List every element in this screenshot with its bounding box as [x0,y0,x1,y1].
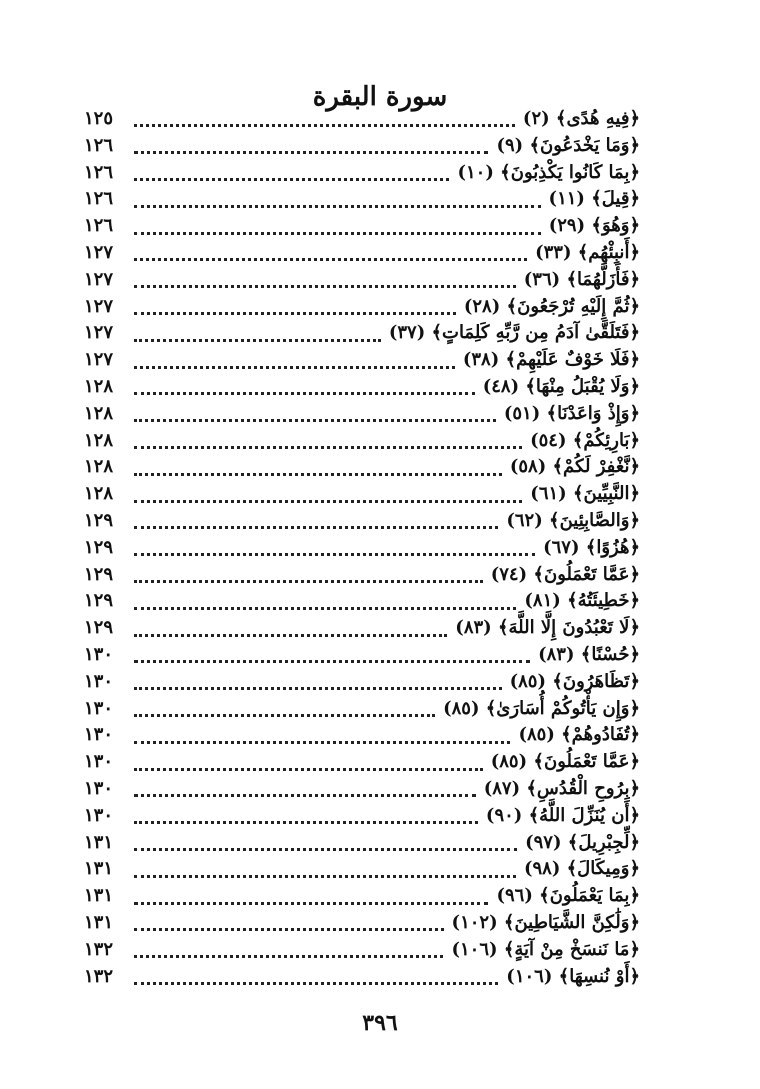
index-row [84,749,640,776]
index-entry [538,642,640,669]
index-row [84,294,640,321]
index-entry [524,856,640,883]
quote-close-icon: ﴾ [572,429,584,451]
index-entry [389,320,640,347]
entry-phrase: هُزُوًا [596,536,630,558]
quote-close-icon: ﴾ [566,858,578,880]
quote-close-icon: ﴾ [585,536,597,558]
index-entry [506,964,640,991]
index-row [84,830,640,857]
quote-close-icon: ﴾ [549,509,560,531]
index-row [84,937,640,964]
dot-leader [134,927,444,931]
dot-leader [134,338,381,342]
dot-leader [134,204,541,208]
entry-phrase: بِرُوحِ الْقُدُسِ [536,777,630,799]
quote-open-icon: ﴿ [629,108,640,129]
index-entry [525,830,640,857]
index-row [84,374,640,401]
entry-verse-number: (٣٦) [523,268,561,290]
quote-open-icon: ﴿ [629,590,640,612]
index-entry [464,294,640,321]
quote-close-icon: ﴾ [555,108,567,129]
entry-page-ref: ١٢٩ [84,590,114,612]
quote-open-icon: ﴿ [629,777,640,799]
dot-leader [134,472,502,476]
dot-leader [134,954,443,958]
entry-verse-number: (٩) [496,134,524,156]
entry-page-ref: ١٣٠ [84,697,114,719]
index-row [84,454,640,481]
quote-close-icon: ﴾ [503,911,515,933]
dot-leader [134,231,541,235]
quote-open-icon: ﴿ [629,295,640,317]
dot-leader [134,499,522,503]
quote-open-icon: ﴿ [629,536,640,558]
index-entry [510,669,640,696]
dot-leader [134,284,516,288]
index-entry [543,535,640,562]
entry-page-ref: ١٢٩ [84,509,114,531]
dot-leader [134,606,516,610]
entry-verse-number: (١٠٦) [506,965,553,987]
entry-page-ref: ١٣٠ [84,643,114,665]
index-row [84,267,640,294]
index-entry [484,776,640,803]
index-row [84,615,640,642]
quote-open-icon: ﴿ [629,858,640,880]
dot-leader [134,820,478,824]
entry-page-ref: ١٢٦ [84,134,114,156]
index-entry [491,562,640,589]
index-row [84,347,640,374]
entry-page-ref: ١٢٨ [84,456,114,478]
index-entry [549,186,640,213]
dot-leader [134,177,449,181]
entry-page-ref: ١٣٠ [84,777,114,799]
quote-open-icon: ﴿ [629,831,640,853]
entry-page-ref: ١٣٠ [84,804,114,826]
index-entry [530,428,640,455]
index-row [84,722,640,749]
index-row [84,562,640,589]
index-list [84,106,640,990]
index-row [84,535,640,562]
entry-page-ref: ١٣١ [84,911,114,933]
quote-close-icon: ﴾ [431,322,443,344]
entry-page-ref: ١٣٢ [84,965,114,987]
quote-open-icon: ﴿ [629,375,640,397]
index-entry [496,883,640,910]
page-title: سورة البقرة [312,82,448,112]
entry-phrase: أَوْ نُنسِهَا [569,965,630,987]
quote-open-icon: ﴿ [629,617,640,639]
quote-close-icon: ﴾ [503,938,515,960]
index-row [84,160,640,187]
entry-verse-number: (٨٥) [490,751,528,773]
quote-open-icon: ﴿ [629,911,640,933]
entry-phrase: وَالصَّابِئِينَ [559,509,630,531]
entry-page-ref: ١٢٨ [84,429,114,451]
index-entry [523,106,640,133]
quote-close-icon: ﴾ [505,349,517,371]
index-row [84,106,640,133]
quote-open-icon: ﴿ [629,670,640,692]
quote-open-icon: ﴿ [629,885,640,907]
entry-page-ref: ١٢٥ [84,108,114,129]
entry-verse-number: (٦١) [530,483,567,505]
entry-verse-number: (٩٨) [523,858,561,880]
entry-phrase: قِيلَ [601,188,630,210]
index-entry [530,481,640,508]
quote-close-icon: ﴾ [567,831,579,853]
entry-verse-number: (٨٥) [443,697,480,719]
quote-close-icon: ﴾ [591,215,602,237]
index-row [84,240,640,267]
entry-phrase: عَمَّا تَعْمَلُونَ [543,563,630,585]
quote-close-icon: ﴾ [533,751,544,773]
entry-page-ref: ١٢٩ [84,617,114,639]
index-row [84,186,640,213]
index-row [84,696,640,723]
entry-phrase: وَإِن يَأْتُوكُمْ أُسَارَىٰ [496,697,630,719]
dot-leader [134,552,535,556]
entry-phrase: وَهُوَ [601,215,630,237]
quote-open-icon: ﴿ [629,724,640,746]
dot-leader [134,391,475,395]
entry-phrase: وَلَا يُقْبَلُ مِنْهَا [535,375,630,397]
quote-open-icon: ﴿ [629,349,640,371]
index-row [84,213,640,240]
quote-close-icon: ﴾ [567,590,578,612]
quote-close-icon: ﴾ [485,697,497,719]
dot-leader [134,633,447,637]
entry-verse-number: (٩٦) [496,885,533,907]
entry-phrase: عَمَّا تَعْمَلُونَ [543,751,630,773]
index-row [84,133,640,160]
quote-close-icon: ﴾ [591,188,602,210]
index-row [84,964,640,991]
dot-leader [134,767,483,771]
index-row [84,588,640,615]
entry-verse-number: (٨٥) [509,670,547,692]
quote-open-icon: ﴿ [629,751,640,773]
quote-close-icon: ﴾ [561,724,572,746]
entry-verse-number: (٢) [522,108,550,129]
index-entry [518,722,640,749]
index-entry [506,508,640,535]
entry-page-ref: ١٢٧ [84,322,114,344]
quote-close-icon: ﴾ [558,965,570,987]
entry-verse-number: (٤٨) [482,375,520,397]
entry-verse-number: (٩٧) [525,831,562,853]
entry-page-ref: ١٢٩ [84,536,114,558]
index-entry [549,213,640,240]
index-row [84,642,640,669]
dot-leader [134,445,522,449]
quote-close-icon: ﴾ [539,885,550,907]
index-row [84,776,640,803]
quote-close-icon: ﴾ [572,483,584,505]
entry-page-ref: ١٢٦ [84,161,114,183]
entry-phrase: وَلَٰكِنَّ الشَّيَاطِينَ [514,911,630,933]
quote-open-icon: ﴿ [629,188,640,210]
entry-phrase: فِيهِ هُدًى [566,108,630,129]
entry-phrase: بِمَا يَعْمَلُونَ [549,885,630,907]
index-row [84,669,640,696]
index-entry [491,749,640,776]
dot-leader [134,123,515,127]
entry-verse-number: (١٠) [457,161,494,183]
quote-close-icon: ﴾ [566,268,577,290]
entry-verse-number: (٣٨) [462,349,500,371]
index-entry [535,240,640,267]
quote-open-icon: ﴿ [629,268,640,290]
index-entry [443,696,640,723]
entry-page-ref: ١٣١ [84,885,114,907]
quote-close-icon: ﴾ [525,375,536,397]
quote-open-icon: ﴿ [629,643,640,665]
quote-open-icon: ﴿ [629,161,640,183]
entry-page-ref: ١٣١ [84,858,114,880]
entry-verse-number: (٣٧) [388,322,426,344]
quote-close-icon: ﴾ [580,643,592,665]
entry-verse-number: (٢٩) [548,215,586,237]
entry-verse-number: (٨٣) [538,643,575,665]
dot-leader [134,659,530,663]
entry-phrase: خَطِيئَتُهُ [577,590,630,612]
index-entry [524,588,640,615]
quote-open-icon: ﴿ [629,322,640,344]
entry-verse-number: (١٠٦) [451,938,498,960]
entry-phrase: بَارِئِكُمْ [583,429,630,451]
entry-page-ref: ١٣٠ [84,751,114,773]
dot-leader [134,525,498,529]
quote-close-icon: ﴾ [497,617,509,639]
dot-leader [134,793,476,797]
index-row [84,401,640,428]
dot-leader [134,579,483,583]
index-entry [452,910,640,937]
entry-verse-number: (٨١) [524,590,561,612]
entry-page-ref: ١٢٦ [84,188,114,210]
entry-page-ref: ١٢٩ [84,563,114,585]
dot-leader [134,311,456,315]
quote-close-icon: ﴾ [529,134,541,156]
dot-leader [134,981,498,985]
entry-phrase: أَنبِئْهُم [588,241,630,263]
entry-page-ref: ١٣١ [84,831,114,853]
entry-page-ref: ١٣٢ [84,938,114,960]
index-entry [483,374,640,401]
quote-open-icon: ﴿ [629,402,640,424]
entry-phrase: حُسْنًا [591,643,630,665]
entry-page-ref: ١٢٧ [84,295,114,317]
entry-verse-number: (١١) [548,188,585,210]
quote-open-icon: ﴿ [629,215,640,237]
entry-page-ref: ١٢٧ [84,349,114,371]
quote-open-icon: ﴿ [629,483,640,505]
quote-close-icon: ﴾ [528,804,540,826]
entry-phrase: لَا تَعْبُدُونَ إِلَّا اللَّهَ [508,617,630,639]
entry-verse-number: (٨٣) [455,617,492,639]
entry-phrase: تَظَاهَرُونَ [562,670,630,692]
quote-close-icon: ﴾ [552,670,563,692]
entry-phrase: وَمَا يَخْدَعُونَ [540,134,630,156]
entry-verse-number: (٥١) [503,402,541,424]
quote-open-icon: ﴿ [629,429,640,451]
entry-verse-number: (٦٢) [506,509,543,531]
quote-close-icon: ﴾ [500,161,511,183]
quote-close-icon: ﴾ [577,241,589,263]
quote-open-icon: ﴿ [629,938,640,960]
quote-close-icon: ﴾ [506,295,518,317]
index-row [84,856,640,883]
entry-page-ref: ١٢٨ [84,402,114,424]
entry-page-ref: ١٢٧ [84,241,114,263]
index-entry [457,160,640,187]
dot-leader [134,901,488,905]
entry-phrase: مَا نَنسَخْ مِنْ آيَةٍ [514,938,630,960]
entry-verse-number: (٢٨) [463,295,501,317]
dot-leader [134,686,502,690]
entry-phrase: فَتَلَقَّىٰ آدَمُ مِن رَّبِّهِ كَلِمَاتٍ [442,322,630,344]
dot-leader [134,713,435,717]
entry-phrase: تُفَادُوهُمْ [571,724,630,746]
entry-verse-number: (٥٨) [509,456,547,478]
index-row [84,320,640,347]
entry-verse-number: (٦٧) [543,536,580,558]
index-entry [455,615,640,642]
dot-leader [134,847,517,851]
entry-page-ref: ١٢٨ [84,483,114,505]
entry-page-ref: ١٣٠ [84,670,114,692]
dot-leader [134,365,455,369]
entry-phrase: أَن يُنَزِّلَ اللَّهُ [539,804,630,826]
entry-phrase: وَإِذْ وَاعَدْنَا [557,402,630,424]
dot-leader [134,874,516,878]
index-entry [486,803,640,830]
index-row [84,508,640,535]
entry-phrase: وَمِيكَالَ [577,858,630,880]
entry-phrase: فَلَا خَوْفٌ عَلَيْهِمْ [516,349,630,371]
entry-page-ref: ١٢٦ [84,215,114,237]
entry-phrase: لِّجِبْرِيلَ [578,831,630,853]
quote-open-icon: ﴿ [629,509,640,531]
entry-verse-number: (٩٠) [485,804,523,826]
index-row [84,803,640,830]
page-number: ٣٩٦ [362,1010,398,1036]
quote-open-icon: ﴿ [629,697,640,719]
entry-verse-number: (٨٧) [483,777,521,799]
index-entry [451,937,640,964]
entry-page-ref: ١٣٠ [84,724,114,746]
entry-verse-number: (٥٤) [530,429,567,451]
index-entry [463,347,640,374]
quote-open-icon: ﴿ [629,804,640,826]
entry-verse-number: (٣٣) [535,241,572,263]
entry-verse-number: (٨٥) [518,724,555,746]
dot-leader [134,418,496,422]
quote-open-icon: ﴿ [629,134,640,156]
entry-phrase: نَّغْفِرْ لَكُمْ [563,456,630,478]
index-row [84,883,640,910]
quote-close-icon: ﴾ [526,777,537,799]
quote-close-icon: ﴾ [546,402,558,424]
entry-page-ref: ١٢٨ [84,375,114,397]
index-entry [496,133,640,160]
quote-close-icon: ﴾ [552,456,564,478]
quote-open-icon: ﴿ [629,456,640,478]
quote-close-icon: ﴾ [533,563,544,585]
index-row [84,481,640,508]
quote-open-icon: ﴿ [629,563,640,585]
dot-leader [134,740,510,744]
index-entry [524,267,640,294]
index-row [84,910,640,937]
dot-leader [134,150,488,154]
index-entry [510,454,640,481]
entry-verse-number: (٧٤) [490,563,528,585]
quote-open-icon: ﴿ [629,241,640,263]
entry-verse-number: (١٠٢) [451,911,498,933]
quote-open-icon: ﴿ [629,965,640,987]
entry-phrase: فَأَزَلَّهُمَا [577,268,630,290]
dot-leader [134,257,527,261]
index-entry [504,401,640,428]
entry-phrase: ثُمَّ إِلَيْهِ تُرْجَعُونَ [517,295,630,317]
index-row [84,428,640,455]
entry-page-ref: ١٢٧ [84,268,114,290]
entry-phrase: بِمَا كَانُوا يَكْذِبُونَ [510,161,630,183]
entry-phrase: النَّبِيِّينَ [583,483,630,505]
